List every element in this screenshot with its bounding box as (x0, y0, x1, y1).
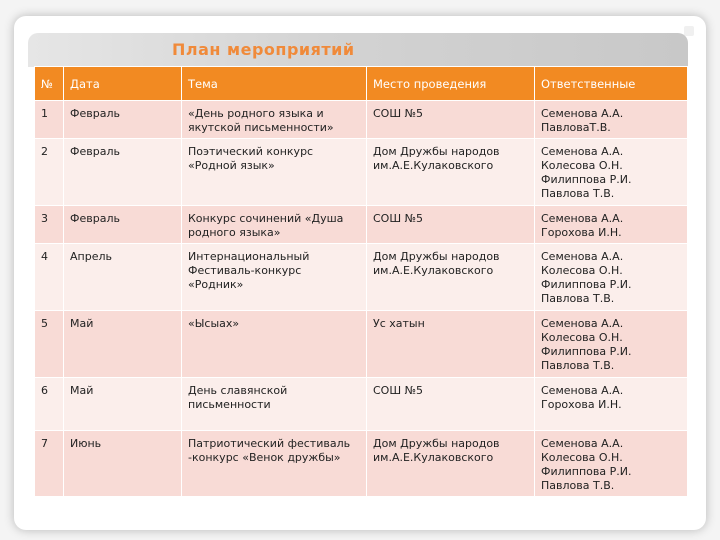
cell-theme: Патриотический фестиваль -конкурс «Венок дружбы» (182, 431, 367, 497)
column-header-place: Место проведения (367, 67, 535, 101)
cell-responsible: Семенова А.А. ПавловаТ.В. (535, 101, 688, 139)
cell-num: 2 (35, 139, 64, 206)
page-title: План мероприятий (172, 40, 355, 59)
column-header-date: Дата (64, 67, 182, 101)
cell-date: Февраль (64, 206, 182, 244)
table-row (35, 311, 688, 378)
table-row (35, 431, 688, 497)
table-row (35, 206, 688, 244)
title-bar (28, 33, 688, 67)
table-row (35, 244, 688, 311)
cell-place: Дом Дружбы народов им.А.Е.Кулаковского (367, 244, 535, 311)
cell-date: Май (64, 378, 182, 431)
cell-responsible: Семенова А.А. Колесова О.Н. Филиппова Р.И. Павлова Т.В. (535, 431, 688, 497)
cell-place: Дом Дружбы народов им.А.Е.Кулаковского (367, 431, 535, 497)
cell-place: Дом Дружбы народов им.А.Е.Кулаковского (367, 139, 535, 206)
cell-num: 5 (35, 311, 64, 378)
cell-theme: Интернациональный Фестиваль-конкурс «Родник» (182, 244, 367, 311)
cell-place: СОШ №5 (367, 101, 535, 139)
cell-theme: «Ысыах» (182, 311, 367, 378)
cell-theme: «День родного языка и якутской письменности» (182, 101, 367, 139)
cell-date: Февраль (64, 101, 182, 139)
cell-num: 7 (35, 431, 64, 497)
cell-theme: Конкурс сочинений «Душа родного языка» (182, 206, 367, 244)
header-row (35, 67, 688, 101)
cell-place: СОШ №5 (367, 206, 535, 244)
cell-theme: День славянской письменности (182, 378, 367, 431)
cell-responsible: Семенова А.А. Горохова И.Н. (535, 206, 688, 244)
cell-num: 1 (35, 101, 64, 139)
table-row (35, 378, 688, 431)
column-header-responsible: Ответственные (535, 67, 688, 101)
cell-theme: Поэтический конкурс «Родной язык» (182, 139, 367, 206)
cell-date: Июнь (64, 431, 182, 497)
column-header-num: № (35, 67, 64, 101)
cell-place: СОШ №5 (367, 378, 535, 431)
cell-num: 6 (35, 378, 64, 431)
cell-responsible: Семенова А.А. Горохова И.Н. (535, 378, 688, 431)
cell-responsible: Семенова А.А. Колесова О.Н. Филиппова Р.И. Павлова Т.В. (535, 244, 688, 311)
cell-num: 4 (35, 244, 64, 311)
cell-num: 3 (35, 206, 64, 244)
table-row (35, 101, 688, 139)
table-row (35, 139, 688, 206)
column-header-theme: Тема (182, 67, 367, 101)
cell-responsible: Семенова А.А. Колесова О.Н. Филиппова Р.И. Павлова Т.В. (535, 311, 688, 378)
cell-date: Апрель (64, 244, 182, 311)
events-table (34, 66, 688, 497)
cell-date: Февраль (64, 139, 182, 206)
slide-corner-decoration (684, 26, 694, 36)
cell-responsible: Семенова А.А. Колесова О.Н. Филиппова Р.И. Павлова Т.В. (535, 139, 688, 206)
cell-place: Ус хатын (367, 311, 535, 378)
cell-date: Май (64, 311, 182, 378)
